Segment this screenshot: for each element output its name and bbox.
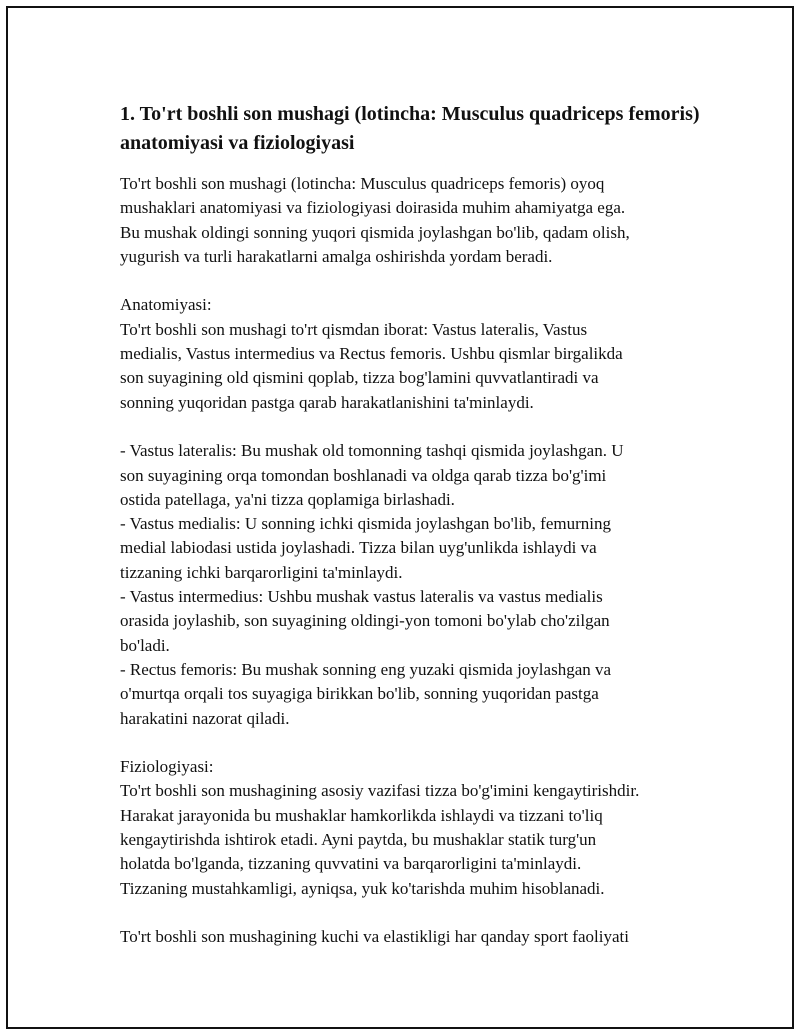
muscle-parts-list (120, 439, 700, 731)
list-item-line: tizzaning ichki barqarorligini ta'minlaydi. (120, 562, 403, 582)
text-line: son suyagining old qismini qoplab, tizza bog'lamini quvvatlantiradi va (120, 368, 599, 388)
text-line: medialis, Vastus intermedius va Rectus femoris. Ushbu qismlar birgalikda (120, 344, 623, 364)
intro-paragraph (120, 172, 700, 269)
text-line: To'rt boshli son mushagi to'rt qismdan iborat: Vastus lateralis, Vastus (120, 319, 588, 339)
anatomy-section (120, 293, 700, 414)
text-line: To'rt boshli son mushagining asosiy vazifasi tizza bo'g'imini kengaytirishdir. (120, 781, 640, 801)
text-line: yugurish va turli harakatlarni amalga oshirishda yordam beradi. (120, 246, 553, 266)
list-item-line: medial labiodasi ustida joylashadi. Tizza bilan uyg'unlikda ishlaydi va (120, 538, 597, 558)
list-item-line: ostida patellaga, ya'ni tizza qoplamiga birlashadi. (120, 489, 455, 509)
paragraph-gap (120, 731, 700, 755)
paragraph-gap (120, 415, 700, 439)
text-line: sonning yuqoridan pastga qarab harakatlanishini ta'minlaydi. (120, 392, 534, 412)
closing-paragraph (120, 925, 700, 949)
section-heading-physiology: Fiziologiyasi: (120, 757, 214, 777)
list-item-line: - Rectus femoris: Bu mushak sonning eng yuzaki qismida joylashgan va (120, 659, 612, 679)
list-item-line: harakatini nazorat qiladi. (120, 708, 290, 728)
text-line: To'rt boshli son mushagi (lotincha: Musculus quadriceps femoris) oyoq (120, 174, 605, 193)
section-heading-anatomy: Anatomiyasi: (120, 295, 212, 315)
list-item-line: - Vastus intermedius: Ushbu mushak vastus lateralis va vastus medialis (120, 587, 603, 607)
document-title: 1. To'rt boshli son mushagi (lotincha: Musculus quadriceps femoris) anatomiyasi va fiziologiyasi (120, 103, 700, 154)
text-line: kengaytirishda ishtirok etadi. Ayni paytda, bu mushaklar statik turg'un (120, 830, 597, 850)
text-line: Tizzaning mustahkamligi, ayniqsa, yuk ko'tarishda muhim hisoblanadi. (120, 878, 605, 898)
text-line: holatda bo'lganda, tizzaning quvvatini va barqarorligini ta'minlaydi. (120, 854, 582, 874)
list-item-line: orasida joylashib, son suyagining oldingi-yon tomoni bo'ylab cho'zilgan (120, 611, 610, 631)
text-line: Bu mushak oldingi sonning yuqori qismida joylashgan bo'lib, qadam olish, (120, 222, 630, 242)
list-item-line: bo'ladi. (120, 635, 170, 655)
list-item-line: son suyagining orqa tomondan boshlanadi va oldga qarab tizza bo'g'imi (120, 465, 607, 485)
page-frame (6, 6, 794, 1029)
list-item-line: - Vastus lateralis: Bu mushak old tomonning tashqi qismida joylashgan. U (120, 441, 624, 461)
paragraph-gap (120, 269, 700, 293)
paragraph-gap (120, 901, 700, 925)
text-line: Harakat jarayonida bu mushaklar hamkorlikda ishlaydi va tizzani to'liq (120, 805, 603, 825)
list-item-line: o'murtqa orqali tos suyagiga birikkan bo'lib, sonning yuqoridan pastga (120, 684, 599, 704)
text-line: mushaklari anatomiyasi va fiziologiyasi doirasida muhim ahamiyatga ega. (120, 198, 626, 218)
text-line: To'rt boshli son mushagining kuchi va elastikligi har qanday sport faoliyati (120, 927, 629, 947)
physiology-section (120, 755, 700, 901)
document-body (120, 100, 700, 950)
list-item-line: - Vastus medialis: U sonning ichki qismida joylashgan bo'lib, femurning (120, 514, 611, 534)
